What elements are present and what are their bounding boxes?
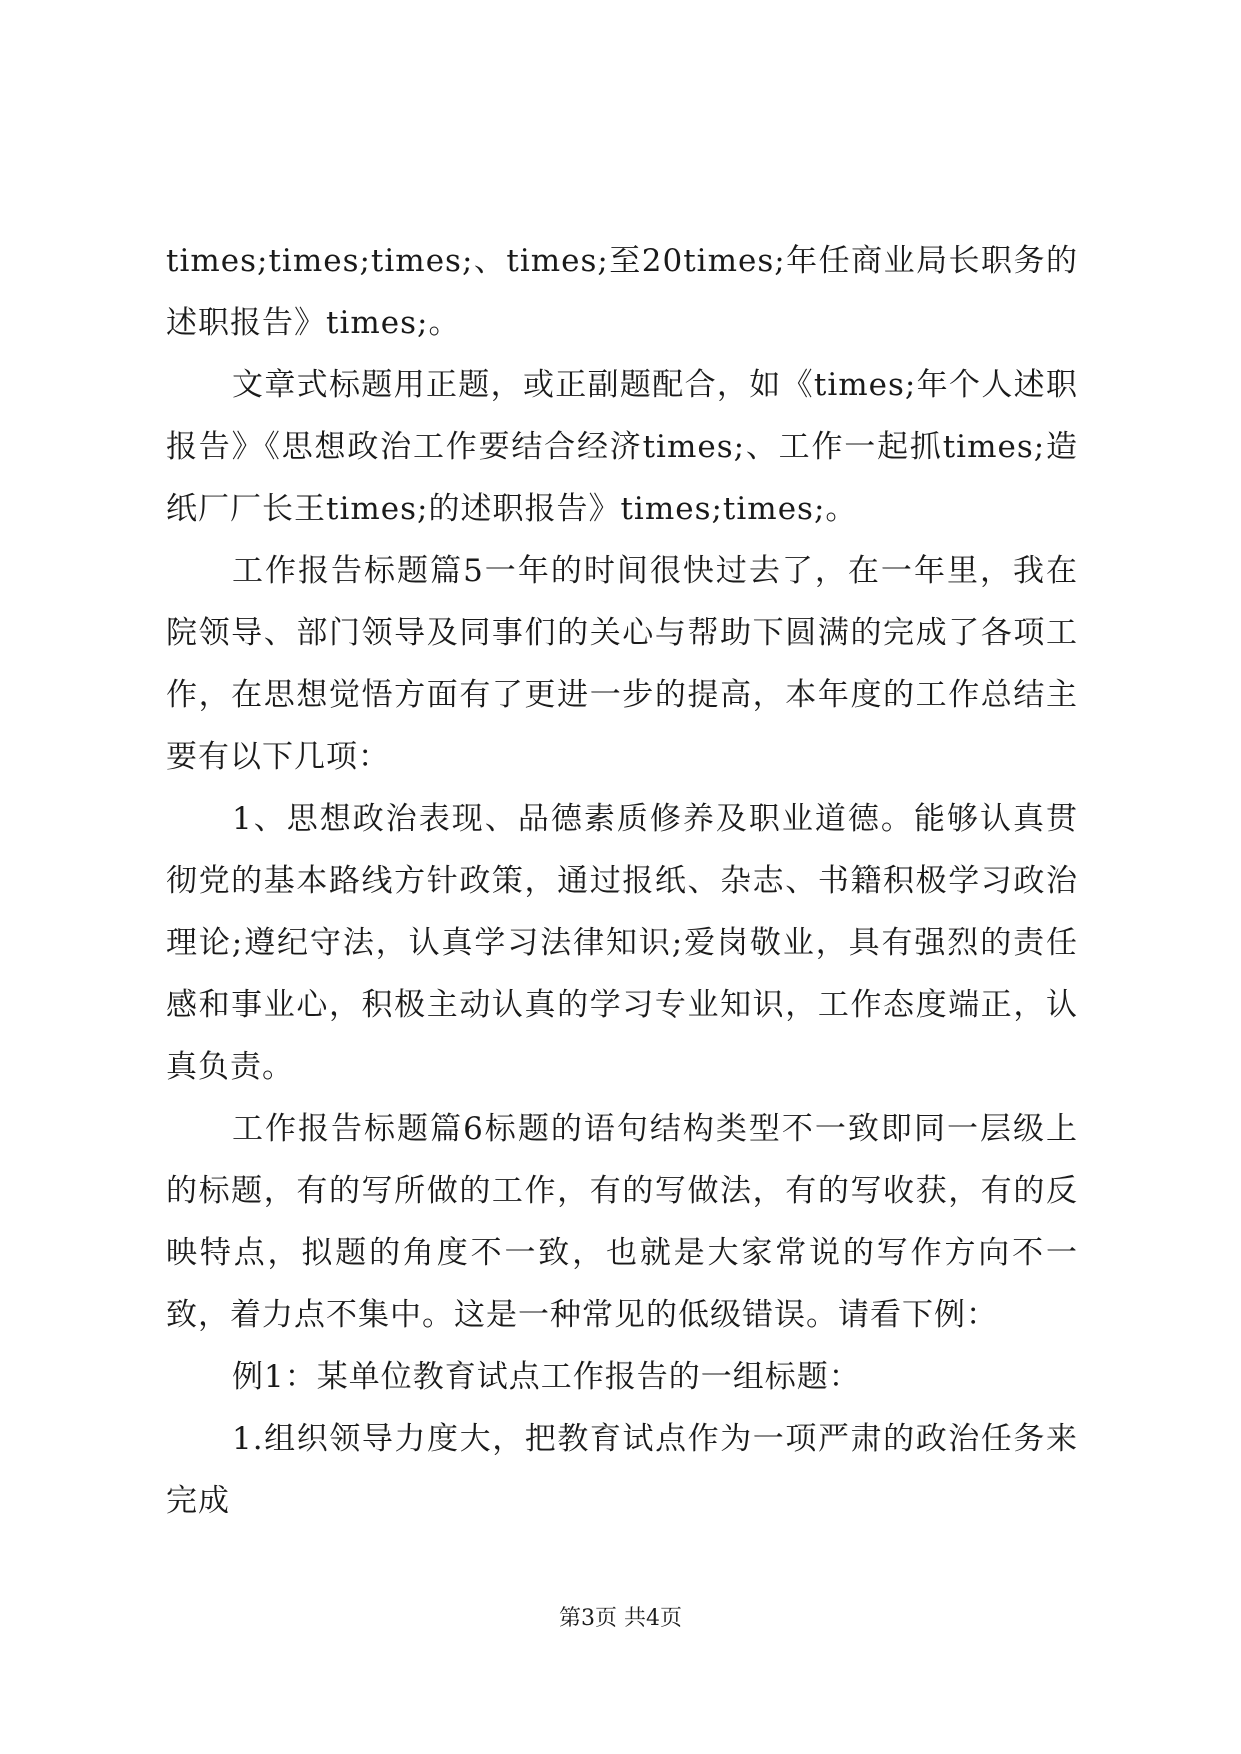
paragraph-1: times;times;times;、times;至20times;年任商业局长职务的述职报告》times;。 [166, 243, 1078, 341]
document-body [166, 230, 1078, 1532]
paragraph-3: 工作报告标题篇5一年的时间很快过去了，在一年里，我在院领导、部门领导及同事们的关心与帮助下圆满的完成了各项工作，在思想觉悟方面有了更进一步的提高，本年度的工作总结主要有以下几项： [166, 553, 1078, 775]
paragraph-2: 文章式标题用正题，或正副题配合，如《times;年个人述职报告》《思想政治工作要结合经济times;、工作一起抓times;造纸厂厂长王times;的述职报告》times;times;。 [166, 367, 1078, 527]
page-number-label: 第3页 共4页 [559, 1606, 682, 1631]
page-footer [0, 1604, 1241, 1634]
paragraph-5: 工作报告标题篇6标题的语句结构类型不一致即同一层级上的标题，有的写所做的工作，有的写做法，有的写收获，有的反映特点，拟题的角度不一致，也就是大家常说的写作方向不一致，着力点不集中。这是一种常见的低级错误。请看下例： [166, 1111, 1078, 1333]
paragraph-6: 例1：某单位教育试点工作报告的一组标题： [232, 1359, 861, 1395]
paragraph-4: 1、思想政治表现、品德素质修养及职业道德。能够认真贯彻党的基本路线方针政策，通过报纸、杂志、书籍积极学习政治理论;遵纪守法，认真学习法律知识;爱岗敬业，具有强烈的责任感和事业心，积极主动认真的学习专业知识，工作态度端正，认真负责。 [166, 801, 1078, 1085]
paragraph-7: 1.组织领导力度大，把教育试点作为一项严肃的政治任务来完成 [166, 1421, 1078, 1519]
